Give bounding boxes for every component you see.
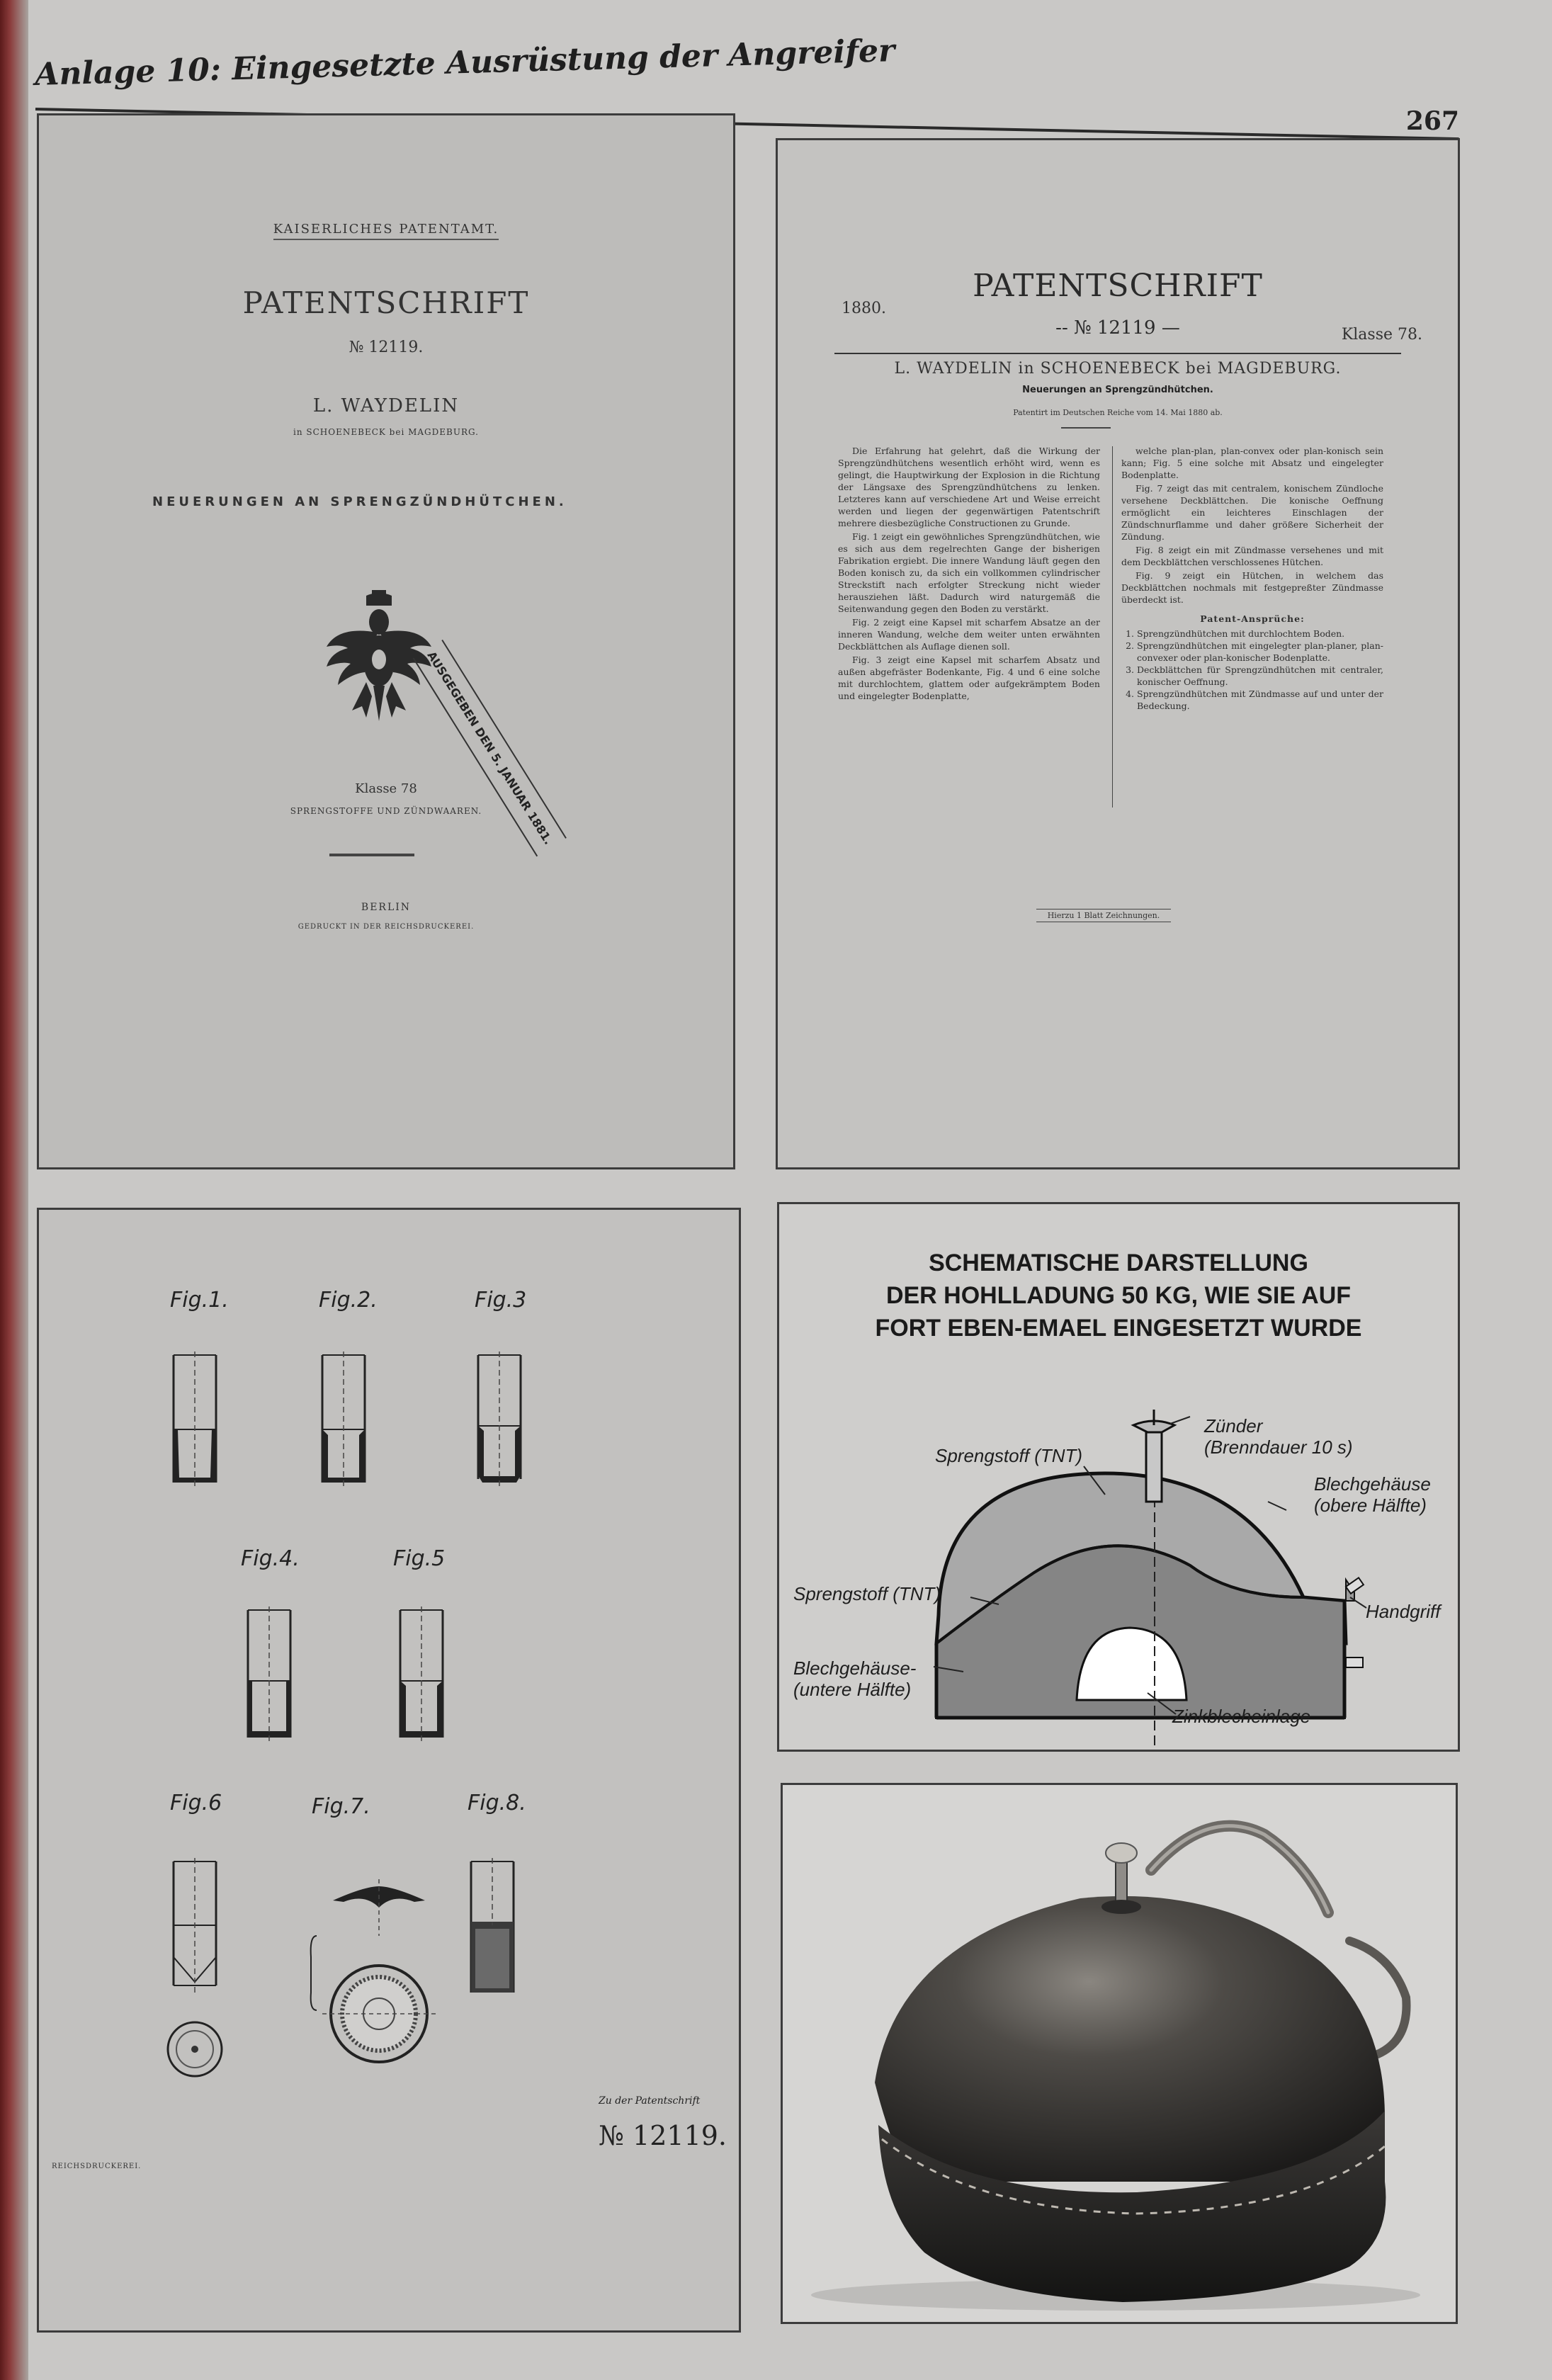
- fig-label-8: Fig.8.: [468, 1791, 526, 1815]
- page-number: 267: [1405, 106, 1459, 136]
- drawing-note: Hierzu 1 Blatt Zeichnungen.: [1036, 909, 1171, 922]
- paragraph: Fig. 2 zeigt eine Kapsel mit scharfem Absatze an der inneren Wandung, welche dem weiter unten erwähnten Deckblättchen als Auflage dienen soll.: [838, 617, 1100, 652]
- paragraph: Fig. 7 zeigt das mit centralem, konischem Zündloche versehene Deckblättchen. Die konische Oeffnung ermöglicht ein leichteres Einschlagen der Zündschnurflamme und daher größere Sicherheit der Zündung.: [1121, 483, 1383, 542]
- paragraph: Fig. 1 zeigt ein gewöhnliches Sprengzündhütchen, wie es sich aus dem regelrechten Gange der bisherigen Fabrikation ergiebt. Die innere Wandung läuft gegen den Boden konisch zu, da sich ein vollkommen cylindrischer Streckstift nach erfolgter Streckung nicht wieder herausziehen läßt. Dadurch wird naturgemäß die Seitenwandung gegen den Boden zu verstärkt.: [838, 531, 1100, 614]
- schematic-title-line: SCHEMATISCHE DARSTELLUNG: [929, 1250, 1308, 1276]
- book-spine: [0, 0, 28, 2380]
- patent-klasse: Klasse 78.: [1341, 326, 1422, 344]
- figures-footer-caption: Zu der Patentschrift: [599, 2095, 701, 2107]
- charge-photo: [781, 1783, 1458, 2324]
- paragraph: Fig. 3 zeigt eine Kapsel mit scharfem Absatz und außen abgefräster Bodenkante, Fig. 4 und 6 eine solche mit durchlochtem, glattem oder aufgekrämptem Boden und eingelegter Bodenplatte,: [838, 654, 1100, 701]
- patent-figures-page: [37, 1208, 741, 2333]
- label-line: Blechgehäuse-: [793, 1658, 917, 1679]
- patent-text-page: [776, 138, 1460, 1169]
- label-line: (Brenndauer 10 s): [1204, 1436, 1353, 1458]
- patent-date-line: Patentirt im Deutschen Reiche vom 14. Mai 1880 ab.: [1013, 408, 1223, 417]
- fig-8-drawing: [457, 1858, 528, 2000]
- title-page-subject: NEUERUNGEN AN SPRENGZÜNDHÜTCHEN.: [152, 494, 567, 509]
- title-page-heading: PATENTSCHRIFT: [242, 285, 530, 320]
- patent-inventor: L. WAYDELIN in SCHOENEBECK bei MAGDEBURG.: [894, 360, 1342, 378]
- title-page-place: in SCHOENEBECK bei MAGDEBURG.: [293, 427, 479, 437]
- fig-3-drawing: [464, 1352, 535, 1493]
- figures-printer: REICHSDRUCKEREI.: [52, 2163, 142, 2170]
- page-header: [34, 28, 1459, 136]
- heading-rule: [834, 353, 1401, 354]
- paragraph: welche plan-plan, plan-convex oder plan-konisch sein kann; Fig. 5 eine solche mit Absatz und eingelegter Bodenplatte.: [1121, 446, 1383, 480]
- fig-label-6: Fig.6: [170, 1791, 222, 1815]
- claim-item: 1. Sprengzündhütchen mit durchlochtem Boden.: [1137, 628, 1383, 640]
- column-divider: [1112, 446, 1113, 808]
- label-line: Zünder: [1204, 1415, 1263, 1436]
- claims-heading: Patent-Ansprüche:: [1200, 613, 1305, 624]
- label-line: Blechgehäuse: [1314, 1473, 1431, 1495]
- paragraph: Die Erfahrung hat gelehrt, daß die Wirkung der Sprengzündhütchens wesentlich erhöht wird, wenn es gelingt, die Hauptwirkung der Explosion in die Richtung der Längsaxe des Sprengzündhütchens zu lenken. Letzteres kann auf verschiedene Art und Weise erreicht werden und liegen der gegenwärtigen Patentschrift mehrere diesbezügliche Constructionen zu Grunde.: [838, 446, 1100, 528]
- title-page-printer: GEDRUCKT IN DER REICHSDRUCKEREI.: [298, 923, 475, 931]
- title-page-klasse: Klasse 78: [355, 781, 417, 796]
- fig-label-5: Fig.5: [393, 1546, 446, 1571]
- fig-label-2: Fig.2.: [319, 1288, 378, 1313]
- fig-5-drawing: [386, 1606, 457, 1748]
- label-line: (obere Hälfte): [1314, 1495, 1427, 1516]
- fuse-label: [1204, 1415, 1353, 1458]
- running-head: Anlage 10: Eingesetzte Ausrüstung der Angreifer: [34, 33, 895, 93]
- paragraph: Fig. 9 zeigt ein Hütchen, in welchem das Deckblättchen nochmals mit festgepreßter Zündmasse überdeckt ist.: [1121, 570, 1383, 605]
- claim-item: 4. Sprengzündhütchen mit Zündmasse auf und unter der Bedeckung.: [1137, 688, 1383, 712]
- patent-title-page: [37, 113, 735, 1169]
- title-page-city: BERLIN: [361, 902, 412, 913]
- explosive-left-label: Sprengstoff (TNT): [793, 1583, 941, 1604]
- title-page-number: № 12119.: [349, 339, 424, 356]
- claims-list: [1121, 628, 1383, 712]
- fig-label-4: Fig.4.: [241, 1546, 300, 1571]
- issue-date-stamp: AUSGEGEBEN DEN 5. JANUAR 1881.: [413, 640, 567, 856]
- figures-footer-number: № 12119.: [599, 2120, 727, 2151]
- fig-2-drawing: [308, 1352, 379, 1493]
- paragraph: Fig. 8 zeigt ein mit Zündmasse versehenes und mit dem Deckblättchen verschlossenes Hütchen.: [1121, 545, 1383, 567]
- fig-1-drawing: [159, 1352, 230, 1493]
- patent-subtitle: Neuerungen an Sprengzündhütchen.: [1022, 385, 1213, 395]
- fig-label-3: Fig.3: [475, 1288, 527, 1313]
- patent-office: KAISERLICHES PATENTAMT.: [39, 222, 733, 237]
- patent-number: -- № 12119 —: [1055, 317, 1180, 339]
- fig-label-7: Fig.7.: [312, 1794, 370, 1819]
- ornament-rule: [329, 854, 414, 856]
- fig-7-drawing: [308, 1858, 450, 2092]
- schematic-title-line: DER HOHLLADUNG 50 KG, WIE SIE AUF: [885, 1282, 1352, 1309]
- title-page-inventor: L. WAYDELIN: [312, 395, 460, 416]
- hollow-charge-photo: [783, 1785, 1456, 2322]
- fig-6-drawing: [159, 1858, 230, 2092]
- claim-item: 3. Deckblättchen für Sprengzündhütchen mit centraler, konischer Oeffnung.: [1137, 664, 1383, 688]
- fig-4-drawing: [234, 1606, 305, 1748]
- patent-heading: PATENTSCHRIFT: [973, 268, 1263, 304]
- short-rule: [1061, 427, 1111, 429]
- patent-year: 1880.: [842, 300, 886, 317]
- handle-label: Handgriff: [1366, 1601, 1441, 1622]
- liner-label: Zinkblecheinlage: [1172, 1706, 1311, 1727]
- text-column-right: [1121, 445, 1383, 712]
- explosive-top-label: Sprengstoff (TNT): [935, 1445, 1083, 1466]
- title-page-klasse-sub: SPRENGSTOFFE UND ZÜNDWAAREN.: [290, 806, 482, 816]
- casing-top-label: [1314, 1473, 1431, 1516]
- label-line: (untere Hälfte): [793, 1679, 912, 1700]
- schematic-title-line: FORT EBEN-EMAEL EINGESETZT WURDE: [875, 1315, 1362, 1342]
- claim-item: 2. Sprengzündhütchen mit eingelegter plan-planer, plan-convexer oder plan-konischer Bodenplatte.: [1137, 640, 1383, 664]
- casing-bottom-label: [793, 1658, 916, 1700]
- text-column-left: [838, 445, 1100, 703]
- charge-schematic: [777, 1202, 1460, 1752]
- fig-label-1: Fig.1.: [170, 1288, 229, 1313]
